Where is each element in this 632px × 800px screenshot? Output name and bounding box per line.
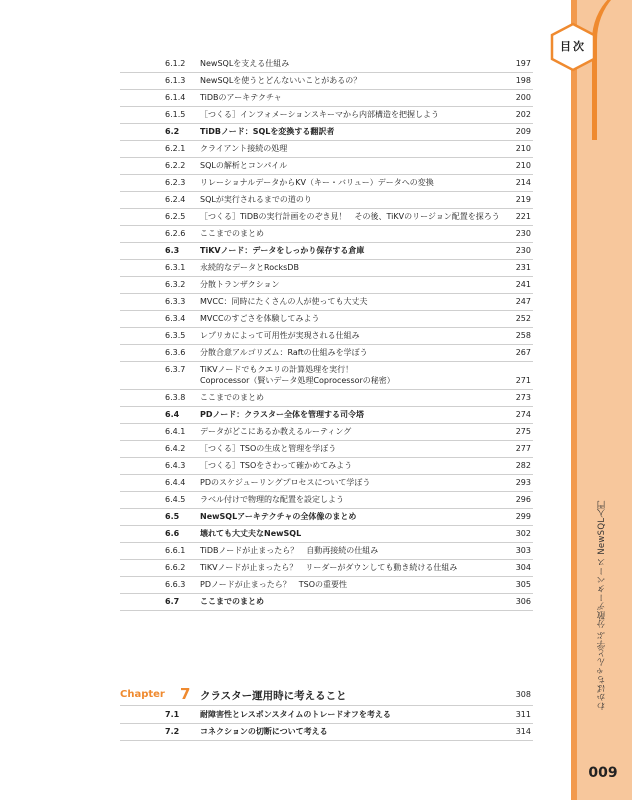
toc-entry-title-line: リレーショナルデータからKV（キー・バリュー）データへの変換 [200, 178, 434, 187]
toc-entry [120, 491, 533, 509]
toc-entry-page: 219 [515, 195, 531, 204]
toc-entry-title-line: SQLの解析とコンパイル [200, 161, 288, 170]
toc-entry-page: 267 [515, 348, 531, 357]
toc-entry-number: 6.2.1 [165, 144, 186, 153]
toc-entry-number: 6.1.3 [165, 76, 186, 85]
toc-entry-number: 6.6.1 [165, 546, 186, 555]
chapter-word: Chapter [120, 689, 165, 700]
toc-entry-number: 6.5 [165, 512, 180, 521]
toc-entry-page: 305 [515, 580, 531, 589]
toc-entry-number: 6.3.6 [165, 348, 186, 357]
toc-entry [120, 89, 533, 107]
toc-entry-page: 302 [515, 529, 531, 538]
toc-entry [120, 140, 533, 158]
toc-entry [120, 123, 533, 141]
toc-entry [120, 191, 533, 209]
toc-entry-page: 311 [515, 710, 531, 719]
toc-entry-title-line: NewSQLを使うとどんないいことがあるの？ [200, 76, 362, 85]
toc-entry-title [200, 75, 505, 86]
toc-entry-page: 293 [515, 478, 531, 487]
toc-entry-page: 214 [515, 178, 531, 187]
toc-entry-page: 314 [515, 727, 531, 736]
toc-entry-page: 282 [515, 461, 531, 470]
toc-entry-title [200, 262, 505, 273]
toc-entry-number: 6.1.5 [165, 110, 186, 119]
toc-entry-title-line: ここまでのまとめ [200, 393, 264, 402]
toc-entry [120, 406, 533, 424]
toc-entry-title [200, 177, 505, 188]
toc-entry-page: 306 [515, 597, 531, 606]
toc-entry-number: 6.4 [165, 410, 180, 419]
chapter-title: クラスター運用時に考えること [200, 690, 347, 702]
toc-entry-title [200, 545, 505, 556]
toc-entry [120, 259, 533, 277]
toc-entry-title-line: SQLが実行されるまでの道のり [200, 195, 312, 204]
toc-entry-page: 304 [515, 563, 531, 572]
toc-entry-number: 6.4.2 [165, 444, 186, 453]
toc-entry-page: 271 [515, 376, 531, 385]
toc-entry [120, 361, 533, 390]
toc-entry-number: 6.3 [165, 246, 180, 255]
toc-entry-title-line: 壊れても大丈夫なNewSQL [200, 529, 302, 538]
toc-entry-title [200, 709, 505, 720]
toc-entry-title [200, 726, 505, 737]
toc-entry-number: 6.2.6 [165, 229, 186, 238]
toc-entry-number: 6.2.4 [165, 195, 186, 204]
toc-entry-page: 303 [515, 546, 531, 555]
toc-entry [120, 72, 533, 90]
toc-entry-title-line: NewSQLを支える仕組み [200, 59, 290, 68]
toc-entry-title-line: ここまでのまとめ [200, 597, 264, 606]
toc-entry-title [200, 330, 505, 341]
toc-entry [120, 457, 533, 475]
toc-entry-title-line: データがどこにあるか教えるルーティング [200, 427, 352, 436]
toc-entry-number: 6.2.2 [165, 161, 186, 170]
toc-entry-page: 299 [515, 512, 531, 521]
toc-entry-title [200, 92, 505, 103]
toc-entry-title [200, 143, 505, 154]
toc-entry-title-line: MVCCのすごさを体験してみよう [200, 314, 320, 323]
chapter-number: 7 [180, 685, 191, 703]
toc-entry-number: 6.1.4 [165, 93, 186, 102]
toc-entry-title [200, 245, 505, 256]
toc-entry [120, 440, 533, 458]
toc-entry [120, 423, 533, 441]
toc-entry-title-line: ここまでのまとめ [200, 229, 264, 238]
toc-entry [120, 593, 533, 611]
toc-entry-title-line: TiDBのアーキテクチャ [200, 93, 282, 102]
toc-entry-number: 6.4.3 [165, 461, 186, 470]
page-number: 009 [588, 765, 618, 781]
toc-entry-title-line: TiDBノード：SQLを変換する翻訳者 [200, 127, 335, 136]
book-title-vertical: わかばちゃんと学ぶ 分散データベース NewSQL入門 [597, 500, 607, 711]
toc-entry-number: 6.1.2 [165, 59, 186, 68]
toc-entry-page: 210 [515, 144, 531, 153]
toc-entry-number: 6.6.3 [165, 580, 186, 589]
toc-entry [120, 310, 533, 328]
toc-entry [120, 208, 533, 226]
toc-entry-title-line: ［つくる］インフォメーションスキーマから内部構造を把握しよう [200, 110, 440, 119]
toc-entry-number: 6.6.2 [165, 563, 186, 572]
toc-entry [120, 474, 533, 492]
toc-entry-page: 200 [515, 93, 531, 102]
toc-entry-title-line: ［つくる］TSOの生成と管理を学ぼう [200, 444, 337, 453]
toc-entry-title [200, 347, 505, 358]
toc-entry-number: 6.3.5 [165, 331, 186, 340]
toc-entry-title-line: PDノードが止まったら？ TSOの重要性 [200, 580, 348, 589]
toc-entry-title-line: レプリカによって可用性が実現される仕組み [200, 331, 360, 340]
toc-entry [120, 106, 533, 124]
toc-entry-number: 6.6 [165, 529, 180, 538]
toc-entry-title [200, 194, 505, 205]
toc-entry-page: 252 [515, 314, 531, 323]
toc-entry-number: 6.3.7 [165, 365, 186, 374]
toc-entry-page: 241 [515, 280, 531, 289]
toc-entry [120, 344, 533, 362]
toc-entry-title-line: 耐障害性とレスポンスタイムのトレードオフを考える [200, 710, 391, 719]
toc-entry-page: 202 [515, 110, 531, 119]
toc-entry [120, 542, 533, 560]
toc-entry-page: 247 [515, 297, 531, 306]
toc-entry-page: 277 [515, 444, 531, 453]
toc-entry-number: 6.2.3 [165, 178, 186, 187]
toc-entry-title [200, 296, 505, 307]
toc-entry-title [200, 596, 505, 607]
toc-entry-number: 6.3.1 [165, 263, 186, 272]
toc-entry-page: 275 [515, 427, 531, 436]
toc-entry-title-line: 分散トランザクション [200, 280, 280, 289]
toc-entry-title-line: PDノード：クラスター全体を管理する司令塔 [200, 410, 365, 419]
toc-entry [120, 723, 533, 741]
side-curve-decoration [592, 0, 632, 140]
toc-entry-page: 209 [515, 127, 531, 136]
toc-entry [120, 225, 533, 243]
toc-entry-number: 6.2.5 [165, 212, 186, 221]
toc-entry-title-line: TiKVノード：データをしっかり保存する倉庫 [200, 246, 365, 255]
toc-entry-title-line: MVCC：同時にたくさんの人が使っても大丈夫 [200, 297, 368, 306]
toc-entry-title-line: TiDBノードが止まったら？ 自動再接続の仕組み [200, 546, 379, 555]
toc-entry-title [200, 409, 505, 420]
toc-entry-title-line: 永続的なデータとRocksDB [200, 263, 299, 272]
toc-entry-title-line: ［つくる］TSOをさわって確かめてみよう [200, 461, 353, 470]
toc-entry-title [200, 443, 505, 454]
toc-entry-page: 210 [515, 161, 531, 170]
toc-entry-number: 6.2 [165, 127, 180, 136]
toc-entry-title-line: PDのスケジューリングプロセスについて学ぼう [200, 478, 371, 487]
toc-entry-title [200, 160, 505, 171]
toc-entry-page: 197 [515, 59, 531, 68]
toc-entry-page: 230 [515, 229, 531, 238]
toc-entry-title-line: クライアント接続の処理 [200, 144, 288, 153]
toc-entry-title-line: Coprocessor（賢いデータ処理Coprocessorの秘密） [200, 376, 395, 385]
toc-entry-page: 231 [515, 263, 531, 272]
toc-entry-title [200, 511, 505, 522]
toc-entry [120, 525, 533, 543]
toc-entry-title [200, 579, 505, 590]
toc-entry-page: 221 [515, 212, 531, 221]
toc-entry-number: 6.3.4 [165, 314, 186, 323]
toc-entry [120, 276, 533, 294]
toc-entry-title-line: 分散合意アルゴリズム：Raftの仕組みを学ぼう [200, 348, 368, 357]
toc-entry-number: 6.7 [165, 597, 180, 606]
toc-entry-number: 7.1 [165, 710, 180, 719]
chapter-heading [120, 685, 533, 706]
toc-entry-title [200, 392, 505, 403]
toc-entry-title [200, 279, 505, 290]
toc-entry-title [200, 494, 505, 505]
toc-entry-title-line: TiKVノードでもクエリの計算処理を実行！ [200, 365, 354, 374]
side-band-edge [571, 0, 577, 800]
toc-badge-label: 目次 [560, 40, 586, 53]
toc-entry-title-line: コネクションの切断について考える [200, 727, 328, 736]
toc-entry-number: 6.4.4 [165, 478, 186, 487]
toc-entry-title-line: TiKVノードが止まったら？ リーダーがダウンしても動き続ける仕組み [200, 563, 458, 572]
toc-entry [120, 242, 533, 260]
toc-entry [120, 389, 533, 407]
toc-entry-title [200, 426, 505, 437]
toc-entry [120, 327, 533, 345]
toc-entry-number: 6.4.5 [165, 495, 186, 504]
toc-entry-title-line: ラベル付けで物理的な配置を設定しよう [200, 495, 344, 504]
toc-entry-title [200, 58, 505, 69]
toc-entry-page: 258 [515, 331, 531, 340]
toc-entry [120, 559, 533, 577]
toc-entry-title [200, 528, 505, 539]
toc-entry-page: 198 [515, 76, 531, 85]
toc-entry-page: 296 [515, 495, 531, 504]
toc-entry-title [200, 477, 505, 488]
toc-entry-title [200, 364, 505, 386]
toc-entry-page: 274 [515, 410, 531, 419]
toc-entry [120, 157, 533, 175]
toc-entry-title [200, 460, 505, 471]
toc-entry-title [200, 228, 505, 239]
toc-entry [120, 174, 533, 192]
toc-entry-title [200, 313, 505, 324]
toc-entry-title [200, 126, 505, 137]
toc-entry-title-line: NewSQLアーキテクチャの全体像のまとめ [200, 512, 357, 521]
toc-entry-number: 6.4.1 [165, 427, 186, 436]
toc-entry [120, 293, 533, 311]
toc-entry [120, 55, 533, 73]
toc-entry-title-line: ［つくる］TiDBの実行計画をのぞき見！ その後、TiKVのリージョン配置を探ろう [200, 212, 500, 221]
toc-entry-page: 273 [515, 393, 531, 402]
toc-entry-title [200, 211, 505, 222]
toc-entry-number: 7.2 [165, 727, 180, 736]
toc-entry-title [200, 109, 505, 120]
toc-entry [120, 576, 533, 594]
toc-entry [120, 706, 533, 724]
toc-entry-title [200, 562, 505, 573]
toc-entry-number: 6.3.8 [165, 393, 186, 402]
toc-entry-page: 230 [515, 246, 531, 255]
toc-entry [120, 508, 533, 526]
toc-entry-number: 6.3.3 [165, 297, 186, 306]
toc-entry-number: 6.3.2 [165, 280, 186, 289]
chapter-page: 308 [515, 690, 531, 699]
